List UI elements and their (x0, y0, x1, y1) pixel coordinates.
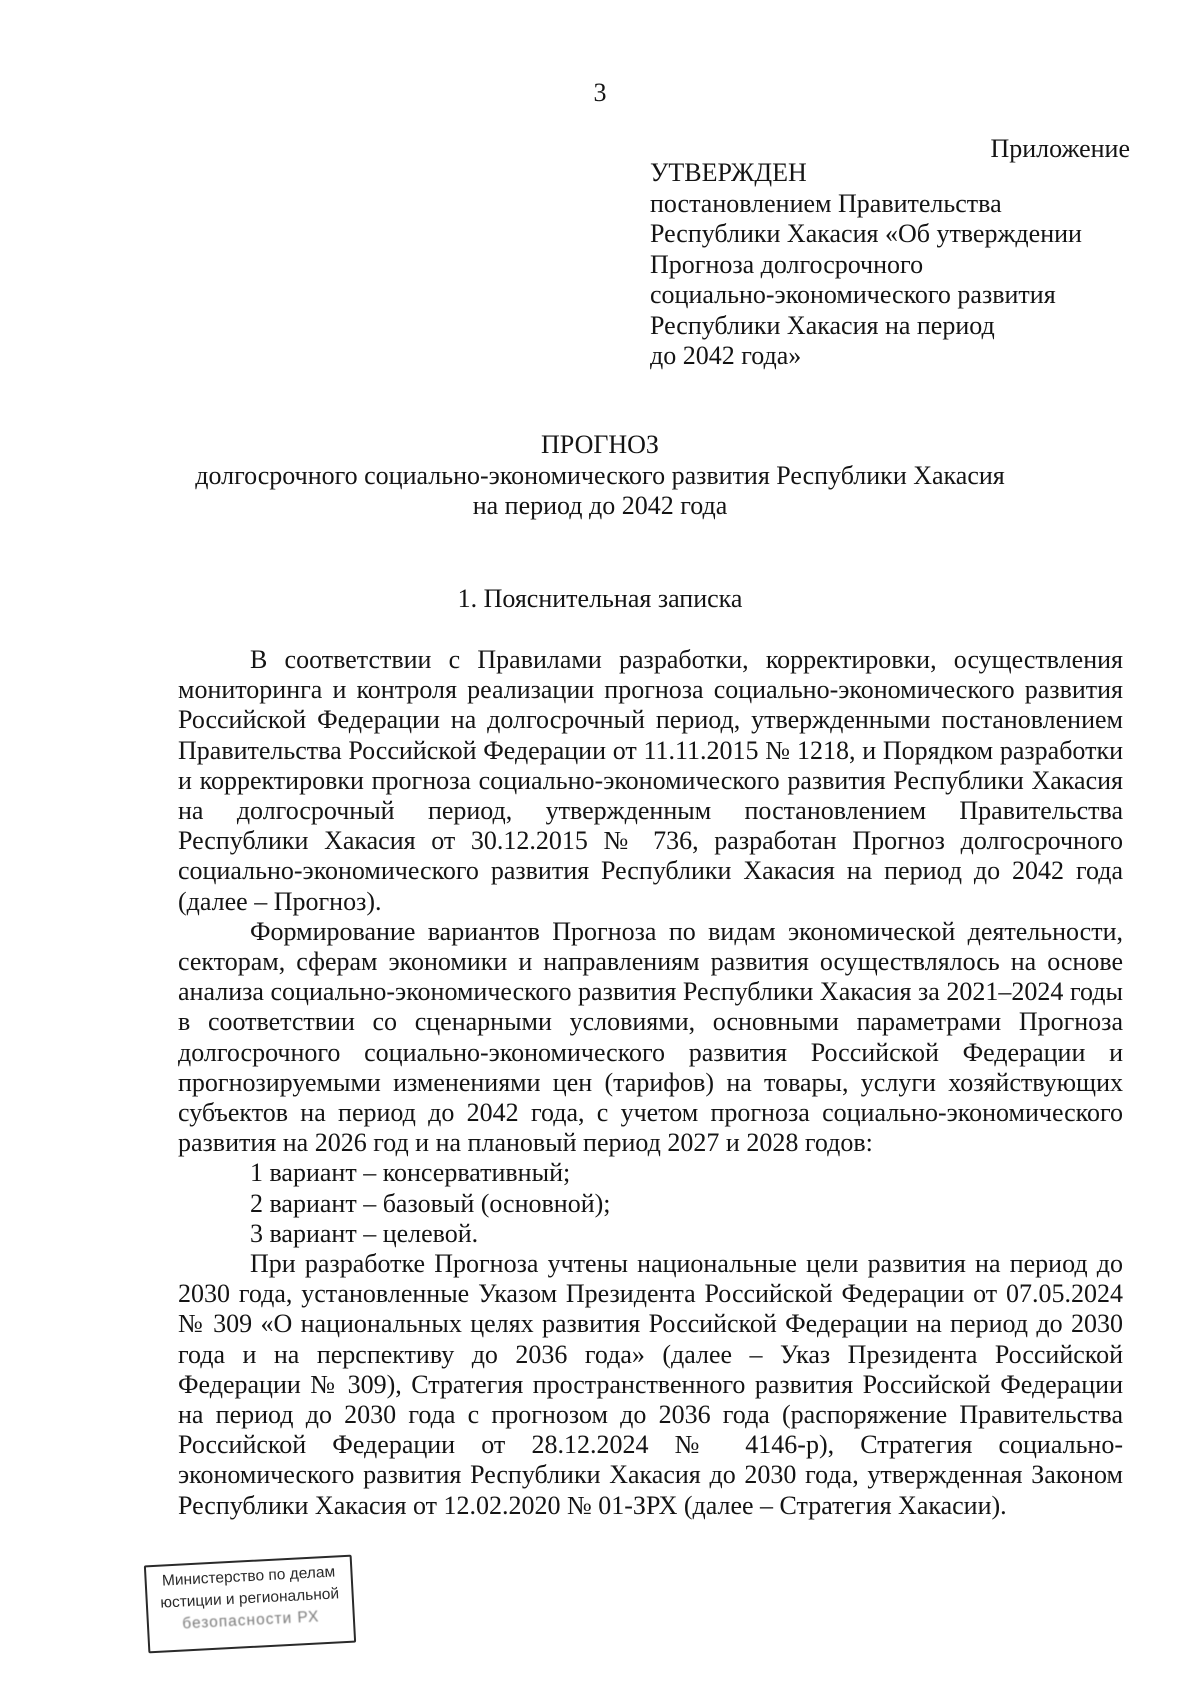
page-number: 3 (593, 78, 607, 107)
stamp-line: безопасности РХ (181, 1608, 320, 1633)
approval-line: Республики Хакасия «Об утверждении (650, 219, 1082, 248)
paragraph: Формирование вариантов Прогноза по видам экономической деятельности, секторам, сферам экономики и направлениям развития осуществлялось на основе анализа социально-экономического развития Республики Хакасия за 2021–2024 годы в соответствии со сценарными условиями, основными параметрами Прогноза долгосрочного социально-экономического развития Российской Федерации и прогнозируемыми изменениями цен (тарифов) на товары, услуги хозяйствующих субъектов на период до 2042 года, с учетом прогноза социально-экономического развития на 2026 год и на плановый период 2027 и 2028 годов: (178, 916, 1123, 1158)
document-title-line: долгосрочного социально-экономического развития Республики Хакасия (195, 460, 1005, 490)
appendix-label: Приложение (990, 134, 1130, 163)
approval-line: социально-экономического развития (650, 280, 1056, 309)
stamp-line: Министерство по делам (161, 1563, 336, 1590)
approval-heading: УТВЕРЖДЕН (650, 158, 807, 187)
variant-item: 3 вариант – целевой. (250, 1218, 479, 1248)
approval-block (650, 158, 1150, 372)
variant-item: 2 вариант – базовый (основной); (250, 1188, 611, 1218)
approval-line: Республики Хакасия на период (650, 310, 995, 340)
variant-item: 1 вариант – консервативный; (250, 1158, 571, 1188)
approval-line: до 2042 года» (650, 341, 802, 370)
ministry-stamp (144, 1555, 356, 1654)
paragraph: В соответствии с Правилами разработки, корректировки, осуществления мониторинга и контроля реализации прогноза социально-экономического развития Российской Федерации на долгосрочный период, утвержденными постановлением Правительства Российской Федерации от 11.11.2015 № 1218, и Порядком разработки и корректировки прогноза социально-экономического развития Республики Хакасия на долгосрочный период, утвержденным постановлением Правительства Республики Хакасия от 30.12.2015 № 736, разработан Прогноз долгосрочного социально-экономического развития Республики Хакасия на период до 2042 года (далее – Прогноз). (178, 645, 1123, 916)
approval-line: постановлением Правительства (650, 188, 1002, 218)
document-title (0, 430, 1200, 522)
document-title-line: на период до 2042 года (472, 491, 728, 520)
stamp-line: юстиции и региональной (159, 1585, 340, 1612)
document-title-main: ПРОГНОЗ (541, 430, 659, 459)
section-heading: 1. Пояснительная записка (457, 584, 743, 613)
approval-line: Прогноза долгосрочного (650, 249, 924, 279)
paragraph: При разработке Прогноза учтены национальные цели развития на период до 2030 года, установленные Указом Президента Российской Федерации от 07.05.2024 № 309 «О национальных целях развития Российской Федерации на период до 2030 года и на перспективу до 2036 года» (далее – Указ Президента Российской Федерации № 309), Стратегия пространственного развития Российской Федерации на период до 2030 года с прогнозом до 2036 года (распоряжение Правительства Российской Федерации от 28.12.2024 № 4146-р), Стратегия социально-экономического развития Республики Хакасия до 2030 года, утвержденная Законом Республики Хакасия от 12.02.2020 № 01-ЗРХ (далее – Стратегия Хакасии). (178, 1249, 1123, 1520)
body-text (178, 645, 1123, 1521)
